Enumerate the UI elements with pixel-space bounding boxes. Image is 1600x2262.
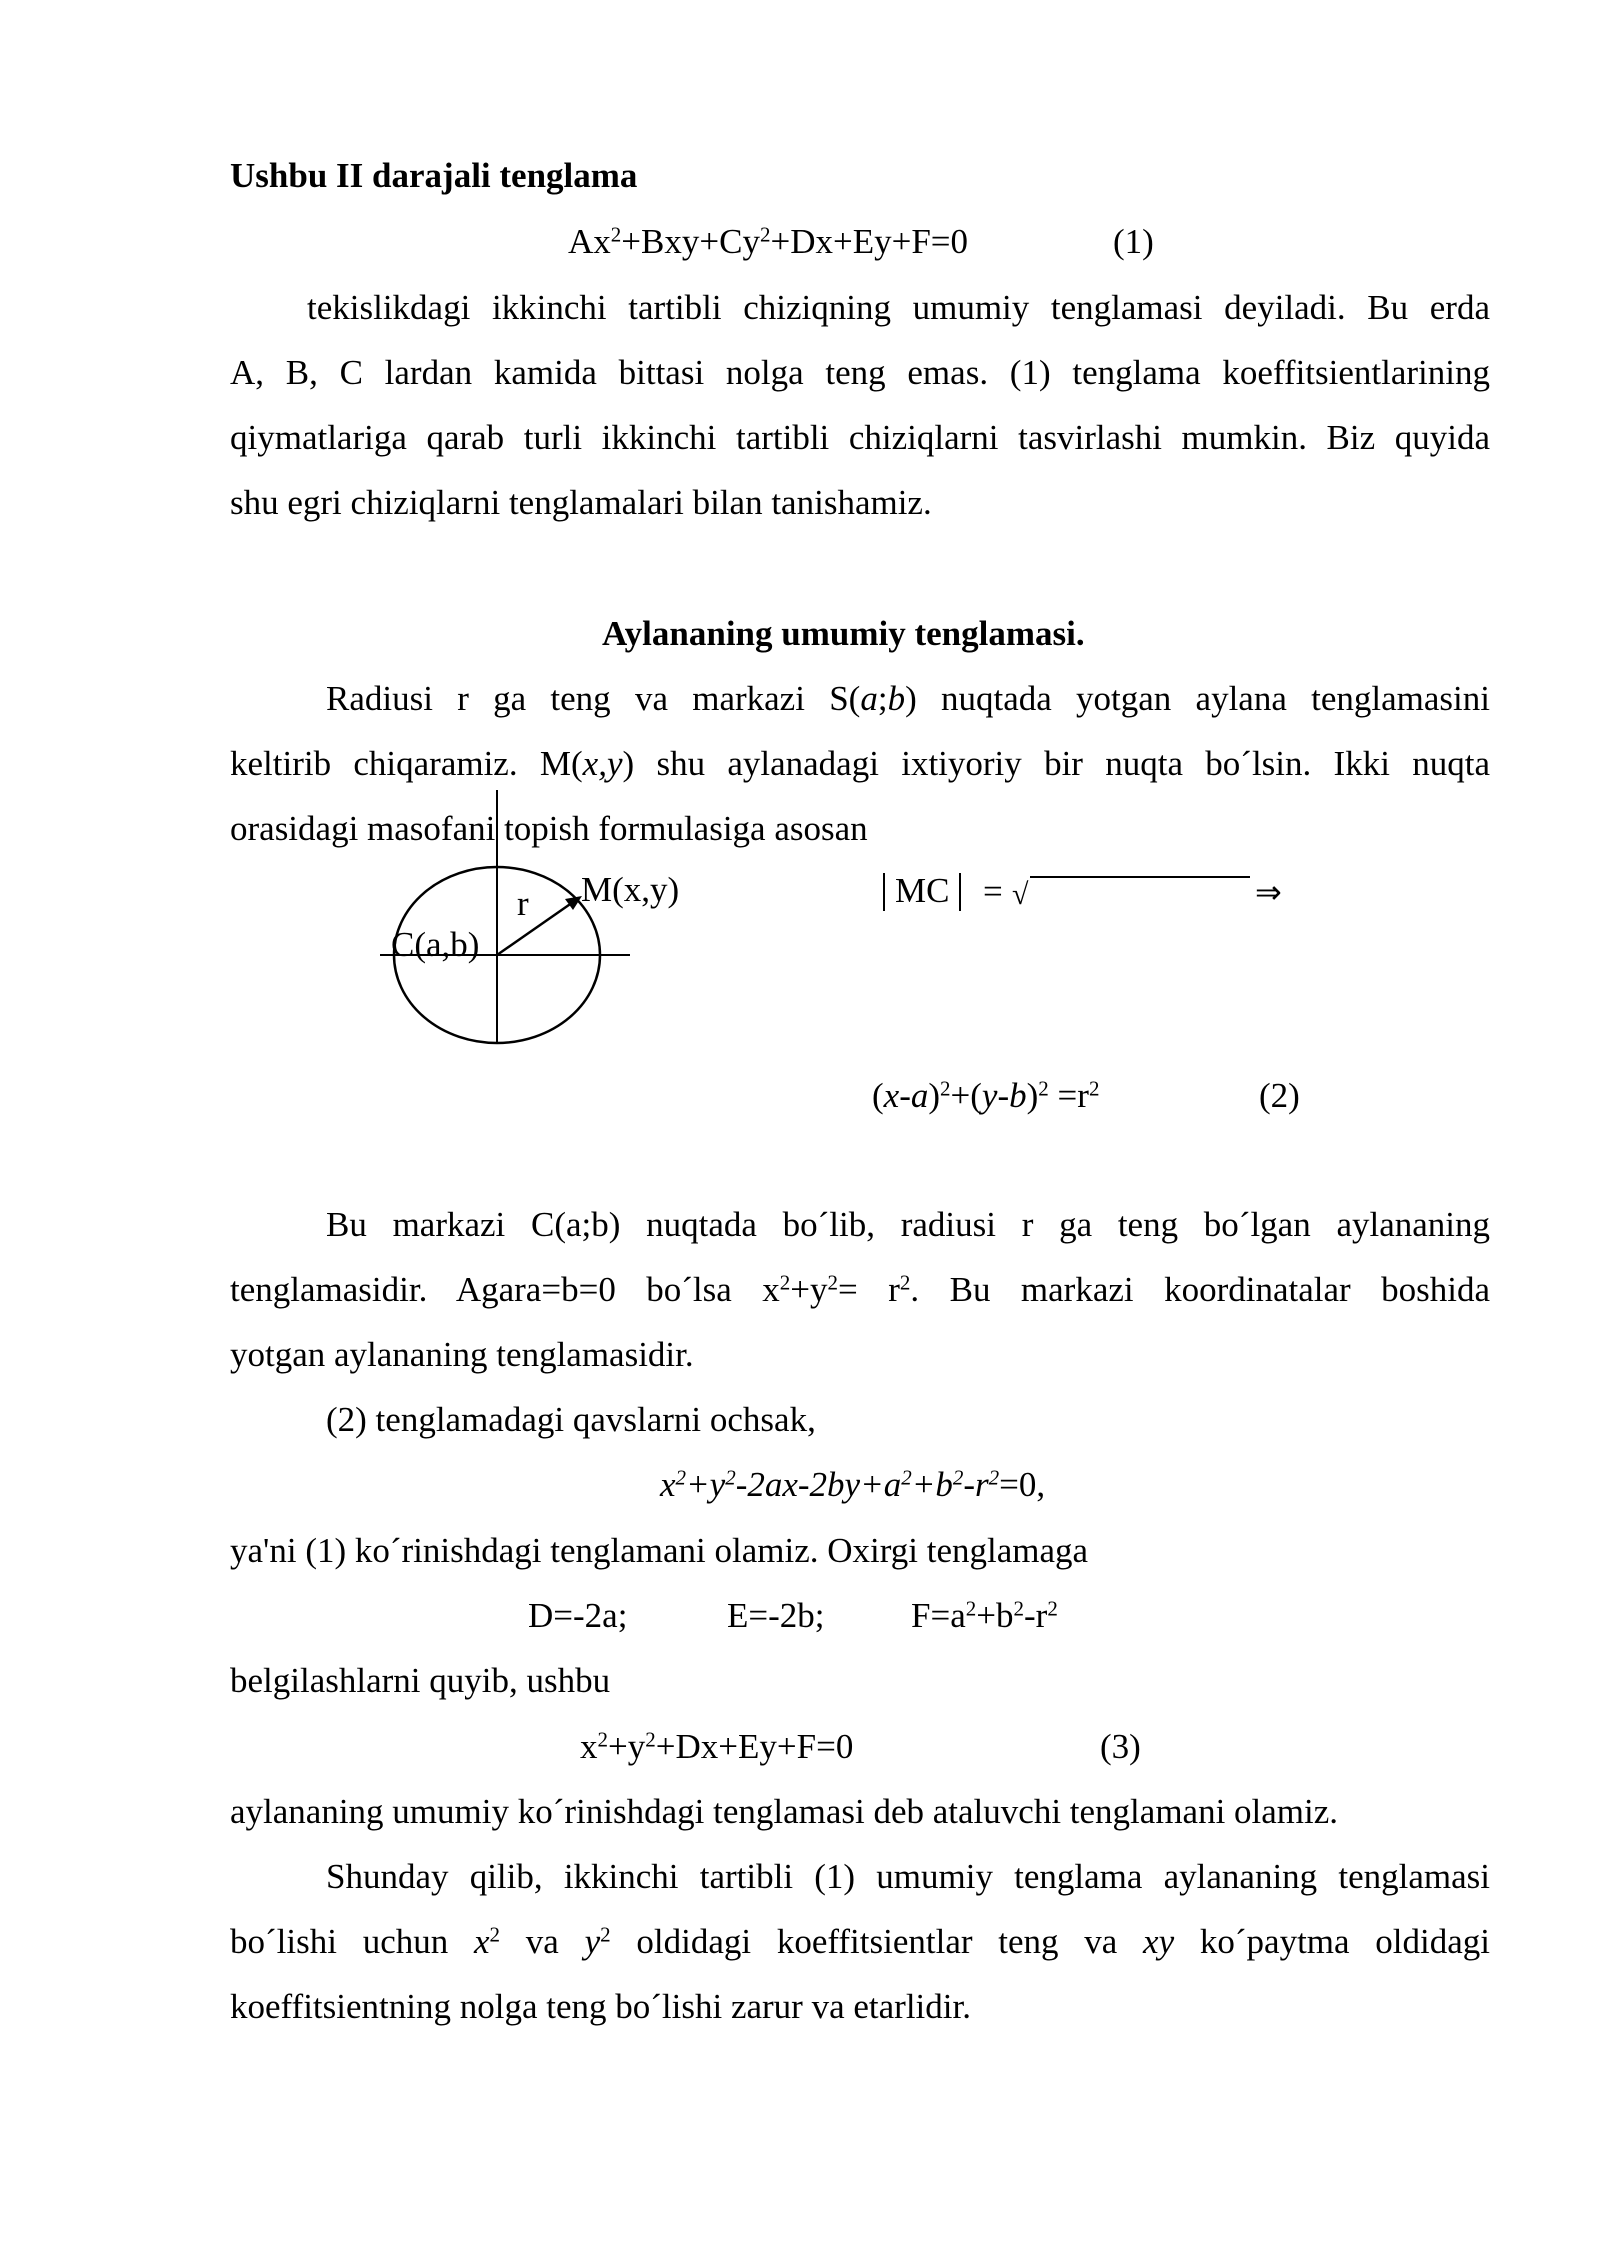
label-point-m: M(x,y) (581, 870, 680, 909)
mc-equals: = (983, 872, 1003, 911)
heading-second-order-equation: Ushbu II darajali tenglama (230, 156, 638, 195)
sqrt-icon: √ (1012, 878, 1029, 911)
equation-2-number: (2) (1259, 1076, 1300, 1115)
circle-diagram (360, 780, 660, 1060)
paragraph-2-line-1: Radiusi r ga teng va markazi S(a;b) nuqtada yotgan aylana tenglamasini (326, 679, 1490, 718)
paragraph-1-line-1: tekislikdagi ikkinchi tartibli chiziqning umumiy tenglamasi deyiladi. Bu erda (307, 288, 1490, 327)
paragraph-1-line-2: A, B, C lardan kamida bittasi nolga teng emas. (1) tenglama koeffitsientlarining (230, 353, 1490, 392)
implies-icon: ⇒ (1255, 874, 1282, 910)
paragraph-6: belgilashlarni quyib, ushbu (230, 1661, 611, 1700)
paragraph-2-line-2: keltirib chiqaramiz. M(x,y) shu aylanadagi ixtiyoriy bir nuqta bo´lsin. Ikki nuqta (230, 744, 1490, 783)
paragraph-3-line-2: tenglamasidir. Agara=b=0 bo´lsa $x^2+y^2= r^2$. Bu markazi koordinatalar boshida (230, 1270, 1490, 1309)
heading-circle-general-equation: Aylananing umumiy tenglamasi. (602, 614, 1085, 653)
definition-f: $F=a^2+b^2-r^2$ (911, 1596, 1058, 1635)
definition-e: E=-2b; (727, 1596, 825, 1635)
mc-distance: MC (883, 873, 961, 911)
paragraph-4: (2) tenglamadagi qavslarni ochsak, (326, 1400, 816, 1439)
equation-3-number: (3) (1100, 1727, 1141, 1766)
paragraph-3-line-1: Bu markazi C(a;b) nuqtada bo´lib, radiusi r ga teng bo´lgan aylananing (326, 1205, 1490, 1244)
paragraph-8-line-2: bo´lishi uchun $x^2$ va $y^2$ oldidagi koeffitsientlar teng va xy ko´paytma oldidagi (230, 1922, 1491, 1961)
paragraph-7: aylananing umumiy ko´rinishdagi tenglamasi deb ataluvchi tenglamani olamiz. (230, 1792, 1339, 1831)
paragraph-8-line-3: koeffitsientning nolga teng bo´lishi zarur va etarlidir. (230, 1987, 971, 2026)
paragraph-8-line-1: Shunday qilib, ikkinchi tartibli (1) umumiy tenglama aylananing tenglamasi (326, 1857, 1490, 1896)
definition-d: D=-2a; (528, 1596, 628, 1635)
equation-2: $(x-a)^2+(y-b)^2 =r^2$ (872, 1076, 1100, 1115)
equation-3: $x^2+y^2+Dx+Ey+F=0$ (580, 1727, 854, 1766)
expanded-equation: $x^2+y^2-2ax-2by+a^2+b^2-r^2=0$, (660, 1465, 1046, 1504)
paragraph-5: ya'ni (1) ko´rinishdagi tenglamani olamiz. Oxirgi tenglamaga (230, 1531, 1089, 1570)
sqrt-bar (1030, 876, 1250, 878)
label-radius-r: r (517, 884, 529, 923)
paragraph-3-line-3: yotgan aylananing tenglamasidir. (230, 1335, 694, 1374)
equation-1-number: (1) (1113, 222, 1154, 261)
radius-line (497, 900, 576, 955)
paragraph-1-line-4: shu egri chiziqlarni tenglamalari bilan tanishamiz. (230, 483, 932, 522)
label-center-c: C(a,b) (391, 925, 480, 964)
paragraph-1-line-3: qiymatlariga qarab turli ikkinchi tartibli chiziqlarni tasvirlashi mumkin. Biz quyida (230, 418, 1490, 457)
paragraph-2-line-3: orasidagi masofani topish formulasiga asosan (230, 809, 868, 848)
equation-1: $Ax^2+Bxy+Cy^2+Dx+Ey+F=0$ (568, 222, 969, 261)
